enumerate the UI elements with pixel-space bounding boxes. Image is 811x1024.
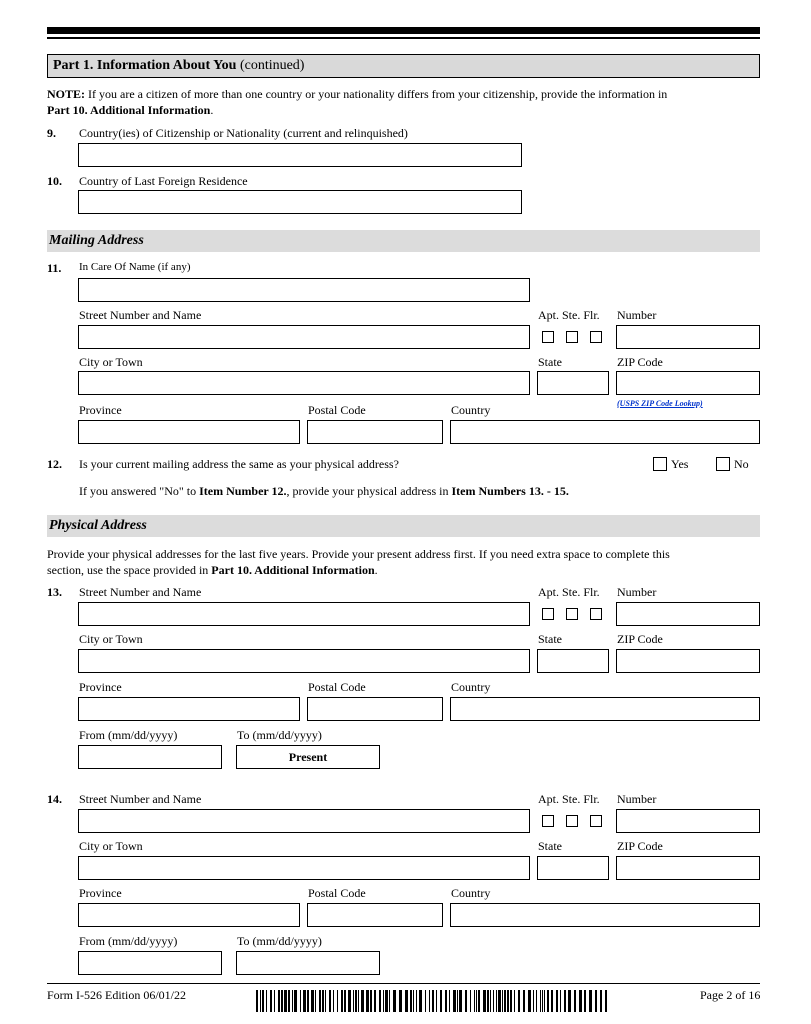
physical2-country-input[interactable] [450,903,760,927]
physical2-city-input[interactable] [78,856,530,880]
physical1-country-input[interactable] [450,697,760,721]
footer-form-edition: Form I-526 Edition 06/01/22 [47,988,186,1002]
note-text: If you are a citizen of more than one country or your nationality differs from your citizenship, provide the information in [85,87,668,101]
physical2-city-label: City or Town [79,839,143,853]
mailing-city-input[interactable] [78,371,530,395]
physical2-postal-input[interactable] [307,903,443,927]
note-line-1 [47,87,667,102]
physical2-flr-checkbox[interactable] [590,815,602,827]
same-address-no-checkbox[interactable] [716,457,730,471]
physical1-apt-label: Apt. Ste. Flr. [538,585,600,599]
physical2-province-input[interactable] [78,903,300,927]
physical2-zip-input[interactable] [616,856,760,880]
mailing-state-select[interactable] [537,371,609,395]
physical-intro-line-2: section, use the space provided in Part 10. Additional Information. [47,563,378,577]
part-title-suffix: (continued) [236,58,305,73]
physical2-street-label: Street Number and Name [79,792,202,806]
mailing-apt-checkbox[interactable] [542,331,554,343]
item-11-label: In Care Of Name (if any) [79,261,191,273]
footer-rule [47,983,760,984]
physical1-province-input[interactable] [78,697,300,721]
mailing-zip-label: ZIP Code [617,355,663,369]
physical1-street-input[interactable] [78,602,530,626]
item-12-label: Is your current mailing address the same as your physical address? [79,457,399,471]
physical2-number-label: Number [617,792,657,806]
physical1-to-label: To (mm/dd/yyyy) [237,728,322,742]
physical2-province-label: Province [79,886,122,900]
note-ref: Part 10. Additional Information [47,103,211,117]
physical2-from-label: From (mm/dd/yyyy) [79,934,178,948]
part-header [47,54,760,78]
physical1-apt-checkbox[interactable] [542,608,554,620]
same-address-yes-label: Yes [671,457,689,471]
physical-address-header: Physical Address [47,515,760,537]
physical2-apt-label: Apt. Ste. Flr. [538,792,600,806]
physical1-postal-label: Postal Code [308,680,366,694]
item-12-number: 12. [47,457,62,471]
top-rule-thin [47,37,760,39]
physical1-number-input[interactable] [616,602,760,626]
in-care-of-input[interactable] [78,278,530,302]
physical2-street-input[interactable] [78,809,530,833]
last-foreign-residence-input[interactable] [78,190,522,214]
physical1-province-label: Province [79,680,122,694]
item-11-number: 11. [47,261,62,275]
physical1-state-select[interactable] [537,649,609,673]
mailing-state-label: State [538,355,562,369]
physical2-number-input[interactable] [616,809,760,833]
physical1-number-label: Number [617,585,657,599]
barcode-icon [256,990,608,1012]
physical2-to-input[interactable] [236,951,380,975]
physical-intro-line-1: Provide your physical addresses for the last five years. Provide your present address first. If you need extra space to complete this [47,547,670,561]
mailing-street-input[interactable] [78,325,530,349]
physical2-ste-checkbox[interactable] [566,815,578,827]
physical1-flr-checkbox[interactable] [590,608,602,620]
mailing-street-label: Street Number and Name [79,308,202,322]
item-10-number: 10. [47,174,62,188]
mailing-country-input[interactable] [450,420,760,444]
physical1-from-input[interactable] [78,745,222,769]
item-9-label: Country(ies) of Citizenship or Nationality (current and relinquished) [79,126,408,140]
physical2-state-select[interactable] [537,856,609,880]
physical2-apt-checkbox[interactable] [542,815,554,827]
part-title: Part 1. Information About You [53,58,237,73]
item-12-followup: If you answered "No" to Item Number 12., provide your physical address in Item Numbers 13. - 15. [79,484,569,498]
note-label: NOTE: [47,87,86,101]
mailing-postal-label: Postal Code [308,403,366,417]
physical1-ste-checkbox[interactable] [566,608,578,620]
physical2-zip-label: ZIP Code [617,839,663,853]
physical1-from-label: From (mm/dd/yyyy) [79,728,178,742]
zip-lookup-link[interactable]: (USPS ZIP Code Lookup) [617,399,703,408]
physical1-country-label: Country [451,680,491,694]
same-address-no-label: No [734,457,749,471]
physical2-to-label: To (mm/dd/yyyy) [237,934,322,948]
mailing-country-label: Country [451,403,491,417]
item-9-number: 9. [47,126,56,140]
mailing-province-label: Province [79,403,122,417]
note-line-2: Part 10. Additional Information. [47,103,214,117]
mailing-postal-input[interactable] [307,420,443,444]
physical1-to-present: Present [236,745,380,769]
citizenship-input[interactable] [78,143,522,167]
mailing-zip-input[interactable] [616,371,760,395]
physical1-postal-input[interactable] [307,697,443,721]
physical1-city-label: City or Town [79,632,143,646]
mailing-address-header: Mailing Address [47,230,760,252]
item-13-number: 13. [47,585,62,599]
physical1-zip-input[interactable] [616,649,760,673]
mailing-number-label: Number [617,308,657,322]
physical1-state-label: State [538,632,562,646]
mailing-city-label: City or Town [79,355,143,369]
mailing-flr-checkbox[interactable] [590,331,602,343]
mailing-ste-checkbox[interactable] [566,331,578,343]
mailing-province-input[interactable] [78,420,300,444]
footer-page-number: Page 2 of 16 [700,988,761,1002]
mailing-apt-label: Apt. Ste. Flr. [538,308,600,322]
item-10-label: Country of Last Foreign Residence [79,174,248,188]
physical1-zip-label: ZIP Code [617,632,663,646]
top-rule [47,27,760,34]
physical2-state-label: State [538,839,562,853]
item-14-number: 14. [47,792,62,806]
physical1-street-label: Street Number and Name [79,585,202,599]
physical2-postal-label: Postal Code [308,886,366,900]
physical2-country-label: Country [451,886,491,900]
same-address-yes-checkbox[interactable] [653,457,667,471]
mailing-number-input[interactable] [616,325,760,349]
physical2-from-input[interactable] [78,951,222,975]
physical1-city-input[interactable] [78,649,530,673]
